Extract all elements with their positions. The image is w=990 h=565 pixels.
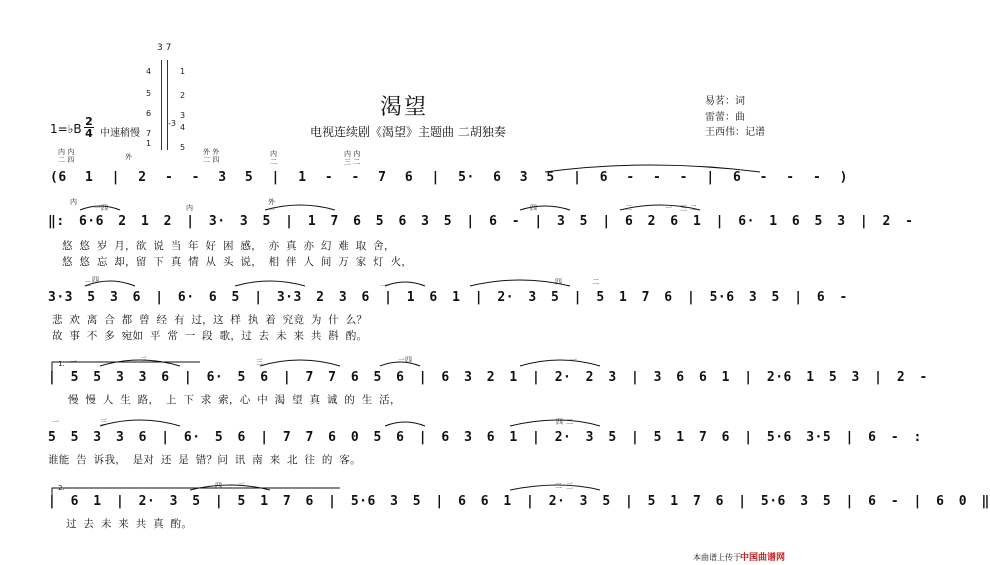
fingering-left-5: 1 <box>146 139 152 148</box>
score-line-3-notes: 3·3 5 3 6 | 6· 6 5 | 3·3 2 3 6 | 1 6 1 | 2· 3 5 | 5 1 7 6 | 5·6 3 5 | 6 - <box>48 290 848 305</box>
lyricist-credit: 易茗：词 <box>705 96 745 107</box>
slur <box>100 420 180 426</box>
slur <box>510 485 600 490</box>
volta-2-label: 2. <box>58 484 65 492</box>
score-line-2-notes: ‖: 6·6 2 1 2 | 3· 3 5 | 1 7 6 5 6 3 5 | 6 - | 3 5 | 6 2 6 1 | 6· 1 6 5 3 | 2 - <box>48 214 914 229</box>
bowing-mark: 四 <box>555 278 562 286</box>
time-sig-top: 2 <box>85 115 93 128</box>
volta-bracket <box>52 362 200 374</box>
bowing-mark: 一 <box>570 356 577 364</box>
score-line-4-lyric-1: 慢 慢 人 生 路， 上 下 求 索，心 中 渴 望 真 诚 的 生 活， <box>68 394 401 406</box>
fingering-mid-3: -3 <box>168 119 176 128</box>
bowing-mark: 一 <box>268 206 275 214</box>
bowing-mark: 一 <box>52 418 59 426</box>
slur <box>235 281 305 286</box>
slur <box>380 362 420 366</box>
bowing-mark: 三 <box>140 356 147 364</box>
bowing-mark: 内 <box>70 198 77 206</box>
bowing-mark: 一四 <box>94 204 108 212</box>
slur <box>385 422 425 426</box>
slur <box>510 420 600 426</box>
score-line-5-notes: 5 5 3 3 6 | 6· 5 6 | 7 7 6 0 5 6 | 6 3 6 1 | 2· 3 5 | 5 1 7 6 | 5·6 3·5 | 6 - : <box>48 430 922 445</box>
slur <box>80 206 120 210</box>
composer-credit: 雷蕾：曲 <box>705 112 745 123</box>
slur <box>85 281 135 286</box>
slur <box>385 282 425 286</box>
volta-1-label: 1. <box>58 360 65 368</box>
site-logo-text: 中国曲谱网 <box>740 553 786 563</box>
bowing-mark: 二 <box>690 204 697 212</box>
score-line-6-lyric-1: 过 去 未 来 共 真 酌。 <box>66 518 193 530</box>
bowing-mark: 二 <box>84 280 91 288</box>
fingering-right-1: 1 <box>180 67 186 76</box>
slur <box>620 205 700 210</box>
bowing-mark: 外 <box>125 153 132 161</box>
slur <box>260 360 340 366</box>
bowing-mark: 三 <box>100 418 107 426</box>
bowing-mark: 二 四 <box>203 156 220 164</box>
score-line-6-notes: | 6 1 | 2· 3 5 | 5 1 7 6 | 5·6 3 5 | 6 6 1 | 2· 3 5 | 5 1 7 6 | 5·6 3 5 | 6 - | 6 0 ‖ <box>48 494 990 509</box>
transcriber-credit: 王西伟：记谱 <box>705 127 765 138</box>
bowing-mark: 内 <box>186 204 193 212</box>
bowing-mark: 外 <box>268 198 275 206</box>
bowing-mark: 三 二 <box>344 158 361 166</box>
bowing-mark: 内 内 <box>58 148 75 156</box>
score-line-4-notes: | 5 5 3 3 6 | 6· 5 6 | 7 7 6 5 6 | 6 3 2 1 | 2· 2 3 | 3 6 6 1 | 2·6 1 5 3 | 2 - <box>48 370 928 385</box>
page-subtitle: 电视连续剧《渴望》主题曲 二胡独奏 <box>310 125 506 139</box>
fingering-right-2: 2 <box>180 91 186 100</box>
score-line-2-lyric-1: 悠 悠 岁 月，欲 说 当 年 好 困 感， 亦 真 亦 幻 难 取 舍， <box>62 240 395 252</box>
bowing-mark: 三 <box>566 482 573 490</box>
bowing-mark: 四 <box>556 418 563 426</box>
slur <box>545 165 760 172</box>
bowing-mark: 一 <box>665 204 672 212</box>
bowing-mark: 二 <box>592 278 599 286</box>
bowing-mark: 一 <box>70 358 77 366</box>
fingering-left-3: 6 <box>146 109 152 118</box>
bowing-mark: 二 <box>555 482 562 490</box>
fingering-right-3: 3 <box>180 111 186 120</box>
fingering-top-label: 3 7 <box>157 43 172 53</box>
slur <box>470 280 570 286</box>
bowing-mark: 外 外 <box>203 148 220 156</box>
tempo-marking: 中速稍慢 <box>100 128 140 139</box>
bowing-mark: 三 <box>238 482 245 490</box>
fingering-left-2: 5 <box>146 89 152 98</box>
bowing-mark: 一四 <box>398 356 412 364</box>
volta-bracket <box>52 488 340 500</box>
time-sig-bottom: 4 <box>85 127 93 140</box>
score-line-3-lyric-2: 故 事 不 多 宛如 平 常 一 段 歌，过 去 未 来 共 斟 酌。 <box>52 330 368 342</box>
key-signature: 1=♭B <box>50 122 82 136</box>
bowing-mark: 二 四 <box>58 156 75 164</box>
score-line-2-lyric-2: 悠 悠 忘 却，留 下 真 情 从 头 说， 相 伴 人 间 万 家 灯 火， <box>62 256 413 268</box>
bowing-mark: 三 <box>256 358 263 366</box>
bowing-mark: 四 <box>92 276 99 284</box>
bowing-mark: 二 <box>566 418 573 426</box>
bowing-mark: 三 <box>680 204 687 212</box>
bowing-mark: 内 <box>270 150 277 158</box>
fingering-left-4: 7 <box>146 129 152 138</box>
bowing-mark: 内 内 <box>344 150 361 158</box>
fingering-left-1: 4 <box>146 67 152 76</box>
slur <box>520 360 600 366</box>
fingering-right-4: 4 <box>180 123 186 132</box>
page-title: 渴望 <box>380 95 429 120</box>
bowing-mark: 四 <box>215 482 222 490</box>
score-line-3-lyric-1: 悲 欢 离 合 都 曾 经 有 过，这 样 执 着 究竟 为 什 么？ <box>52 314 368 326</box>
bowing-mark: 四 <box>530 204 537 212</box>
bowing-mark: 二 <box>270 158 277 166</box>
fingering-right-5: 5 <box>180 143 186 152</box>
upload-note: 本曲谱上传于 <box>693 553 741 562</box>
score-line-1-notes: (6 1 | 2 - - 3 5 | 1 - - 7 6 | 5· 6 3 5 | 6 - - - | 6 - - - ) <box>50 170 848 185</box>
score-line-5-lyric-1: 谁能 告 诉我， 是对 还 是 错？问 讯 南 来 北 往 的 客。 <box>48 454 361 466</box>
bowing-mark: 二 <box>625 204 632 212</box>
slur <box>100 360 180 366</box>
bowing-mark: 一 <box>380 282 387 290</box>
slur <box>520 206 570 210</box>
slur <box>265 205 335 210</box>
